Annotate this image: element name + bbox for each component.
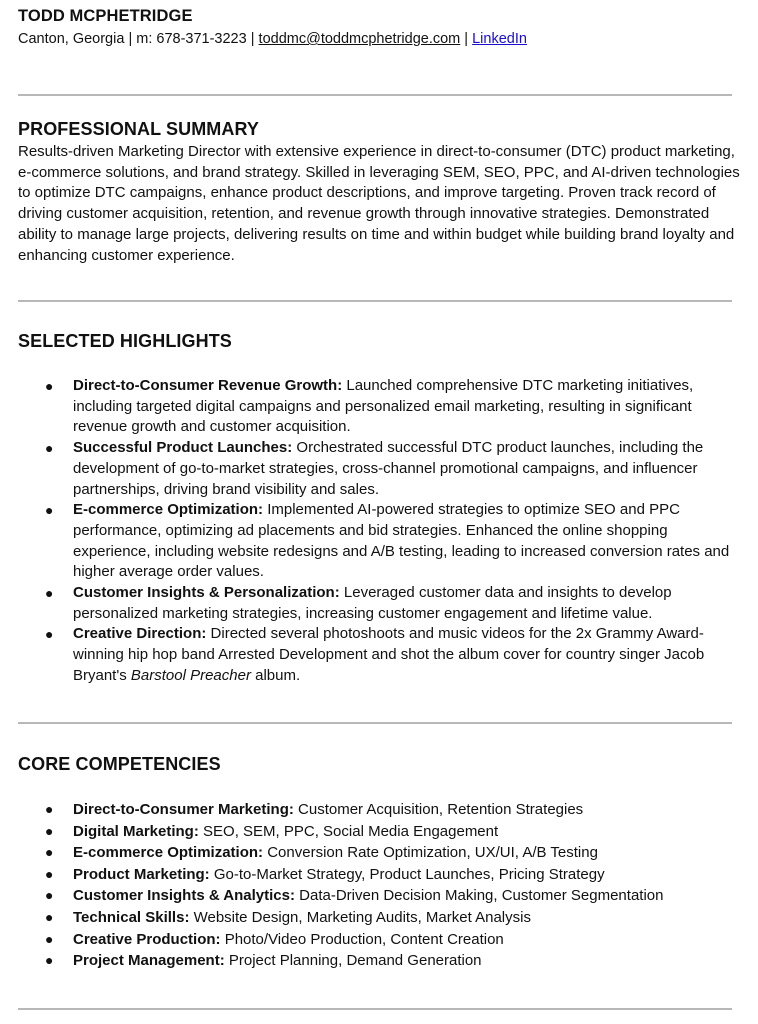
list-item [0, 583, 740, 624]
phone-number: 678-371-3223 [156, 31, 247, 47]
item-title: Direct-to-Consumer Revenue Growth: [73, 377, 343, 394]
phone-label: m: [136, 31, 153, 47]
item-text: SEO, SEM, PPC, Social Media Engagement [198, 822, 499, 840]
list-item [0, 907, 740, 929]
summary-heading: PROFESSIONAL SUMMARY [18, 119, 260, 139]
item-title: E-commerce Optimization: [73, 844, 264, 862]
competencies-list [0, 799, 740, 972]
separator: | [250, 31, 255, 47]
bullet-icon: ● [45, 887, 54, 904]
item-title: Creative Direction: [73, 625, 207, 643]
highlights-list [0, 376, 740, 687]
item-text: Implemented AI-powered strategies to optimize SEO and PPC performance, optimizing ad placements and bid strategies. Enhanced the online shopping experience, including website redesigns and A/B testing, leading to increased conversion rates and higher average order values. [73, 501, 730, 581]
list-item [0, 376, 740, 438]
bullet-icon: ● [45, 908, 54, 925]
item-text: Project Planning, Demand Generation [224, 952, 482, 970]
list-item [0, 821, 740, 843]
item-title: E-commerce Optimization: [73, 501, 264, 519]
separator: | [128, 31, 133, 47]
album-title: Barstool Preacher [130, 666, 251, 684]
item-title: Customer Insights & Personalization: [73, 584, 340, 602]
section-divider [18, 300, 732, 302]
item-text: Conversion Rate Optimization, UX/UI, A/B Testing [263, 844, 598, 862]
bullet-icon: ● [45, 502, 54, 519]
contact-line [18, 31, 527, 47]
item-title: Digital Marketing: [73, 822, 199, 840]
bullet-icon: ● [45, 822, 54, 839]
bullet-icon: ● [45, 844, 54, 861]
item-text: Website Design, Marketing Audits, Market Analysis [189, 908, 531, 926]
bullet-icon: ● [45, 801, 54, 817]
competencies-heading: CORE COMPETENCIES [18, 754, 221, 774]
item-title: Technical Skills: [73, 908, 190, 926]
candidate-name: TODD MCPHETRIDGE [18, 7, 193, 25]
highlights-heading: SELECTED HIGHLIGHTS [18, 331, 232, 351]
item-text: Go-to-Market Strategy, Product Launches, Pricing Strategy [209, 865, 605, 883]
bullet-icon: ● [45, 930, 54, 947]
section-divider [18, 1008, 732, 1010]
list-item [0, 864, 740, 886]
item-text: Launched comprehensive DTC marketing initiatives, including targeted digital campaigns and personalized email marketing, resulting in significant revenue growth and customer acquisition. [73, 377, 694, 436]
list-item [0, 842, 740, 864]
bullet-icon: ● [45, 952, 54, 969]
list-item [0, 624, 740, 686]
list-item [0, 500, 740, 583]
item-title: Project Management: [73, 952, 225, 970]
list-item [0, 799, 740, 821]
item-text: Leveraged customer data and insights to develop personalized marketing strategies, increasing customer engagement and lifetime value. [73, 584, 672, 622]
location: Canton, Georgia [18, 31, 125, 47]
item-title: Creative Production: [73, 930, 221, 948]
item-text-tail: album. [250, 666, 301, 684]
item-text: Directed several photoshoots and music videos for the 2x Grammy Award-winning hip hop band Arrested Development and shot the album cover for country singer Jacob Bryant's [73, 625, 705, 684]
item-title: Successful Product Launches: [73, 439, 293, 457]
linkedin-link[interactable]: LinkedIn [472, 31, 527, 47]
summary-text: Results-driven Marketing Director with extensive experience in direct-to-consumer (DTC) product marketing, e-commerce solutions, and brand strategy. Skilled in leveraging SEM, SEO, PPC, and AI-driven technologies to optimize DTC campaigns, enhance product descriptions, and improve targeting. Proven track record of driving customer acquisition, retention, and revenue growth through innovative strategies. Demonstrated ability to manage large projects, delivering results on time and within budget while building brand loyalty and enhancing customer experience. [18, 143, 740, 264]
list-item [0, 438, 740, 500]
item-title: Direct-to-Consumer Marketing: [73, 801, 294, 818]
item-text: Photo/Video Production, Content Creation [220, 930, 504, 948]
item-text: Orchestrated successful DTC product launches, including the development of go-to-market strategies, cross-channel promotional campaigns, and influencer partnerships, driving brand visibility and sales. [73, 439, 704, 498]
item-text: Customer Acquisition, Retention Strategies [293, 801, 584, 818]
bullet-icon: ● [45, 440, 54, 457]
list-item [0, 950, 740, 972]
section-divider [18, 722, 732, 724]
item-title: Product Marketing: [73, 865, 210, 883]
separator: | [464, 31, 469, 47]
section-divider [18, 94, 732, 96]
bullet-icon: ● [45, 865, 54, 882]
bullet-icon: ● [45, 626, 54, 643]
bullet-icon: ● [45, 378, 54, 394]
item-title: Customer Insights & Analytics: [73, 887, 295, 905]
list-item [0, 885, 740, 907]
list-item [0, 929, 740, 951]
item-text: Data-Driven Decision Making, Customer Segmentation [294, 887, 664, 905]
bullet-icon: ● [45, 585, 54, 602]
email-link[interactable]: toddmc@toddmcphetridge.com [258, 31, 461, 47]
